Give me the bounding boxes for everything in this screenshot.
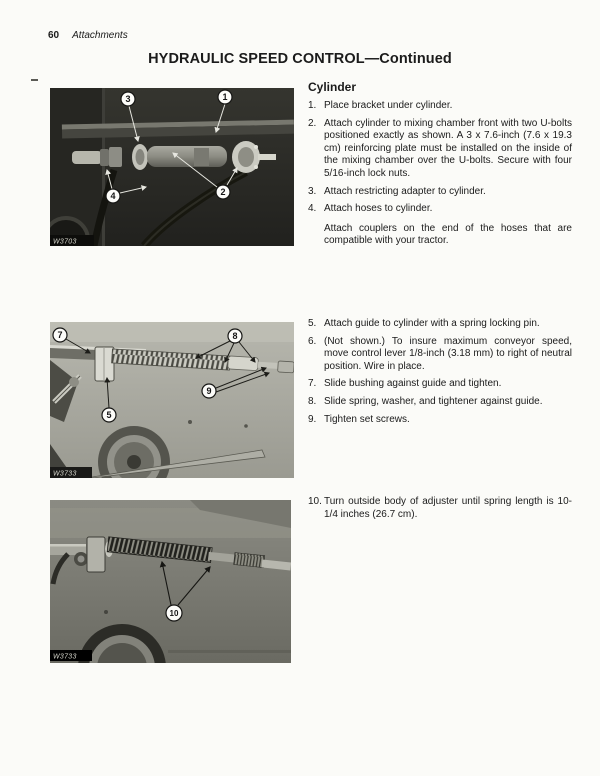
step-number: 9. — [308, 413, 317, 425]
page-number: 60 — [48, 30, 60, 41]
instructions-block-2 — [308, 318, 572, 431]
page-title: HYDRAULIC SPEED CONTROL—Continued — [148, 51, 452, 67]
step-number: 7. — [308, 378, 317, 390]
instructions-block-3 — [308, 496, 572, 526]
figure-cylinder-mounting — [50, 88, 294, 246]
step-number: 2. — [308, 117, 317, 129]
running-header — [48, 30, 128, 41]
step-text: Turn outside body of adjuster until spring length is 10-1/4 inches (26.7 cm). — [324, 496, 572, 520]
callout-10 — [166, 605, 182, 621]
svg-text:8: 8 — [232, 331, 238, 342]
instructions-block-1 — [308, 80, 572, 248]
step-number: 6. — [308, 335, 317, 347]
svg-text:W3733: W3733 — [53, 653, 77, 661]
step-1 — [308, 100, 572, 113]
callout-9 — [202, 384, 216, 398]
step-number: 4. — [308, 203, 317, 215]
svg-text:W3733: W3733 — [53, 470, 77, 478]
step-text: Tighten set screws. — [324, 413, 410, 425]
step-text: Attach guide to cylinder with a spring locking pin. — [324, 318, 540, 329]
photo-id-label — [50, 235, 94, 246]
svg-text:4: 4 — [110, 191, 116, 202]
section-heading: Cylinder — [308, 80, 357, 94]
step-3 — [308, 186, 572, 199]
step-4-note: Attach couplers on the end of the hoses that are compatible with your tractor. — [324, 222, 572, 247]
step-text: Slide spring, washer, and tightener against guide. — [324, 395, 543, 407]
step-5 — [308, 318, 572, 331]
figure-cylinder-mounting-photo — [50, 88, 294, 246]
step-9 — [308, 414, 572, 427]
callout-2 — [216, 185, 230, 199]
running-header-section: Attachments — [72, 30, 128, 41]
figure-adjuster-spring — [50, 500, 291, 663]
step-10 — [308, 496, 572, 521]
callout-1 — [218, 90, 232, 104]
svg-text:2: 2 — [220, 187, 226, 198]
step-2 — [308, 118, 572, 181]
callout-5 — [102, 408, 116, 422]
callout-3 — [121, 92, 135, 106]
svg-text:1: 1 — [222, 92, 228, 103]
svg-text:7: 7 — [57, 330, 63, 341]
photo-id-label — [50, 650, 92, 661]
step-text: Attach hoses to cylinder. — [324, 203, 433, 215]
callout-8 — [228, 329, 242, 343]
step-text: Slide bushing against guide and tighten. — [324, 378, 502, 390]
figure-spring-guide — [50, 322, 294, 478]
scan-artifact — [31, 79, 38, 81]
step-7 — [308, 378, 572, 391]
step-text: (Not shown.) To insure maximum conveyor speed, move control lever 1/8-inch (3.18 mm) to right of neutral position. Wire in place. — [324, 335, 572, 372]
step-number: 3. — [308, 185, 317, 197]
step-text: Place bracket under cylinder. — [324, 100, 453, 111]
step-text: Attach cylinder to mixing chamber front with two U-bolts positioned exactly as shown. A 3 x 7.6-inch (7.6 x 19.3 cm) reinforcing plate must be installed on the inside of the mixing chamber over the U-bolts. Secure with four 5/16-inch lock nuts. — [324, 117, 572, 179]
step-8 — [308, 396, 572, 409]
photo-background — [50, 500, 291, 663]
step-4 — [308, 203, 572, 216]
callout-7 — [53, 328, 67, 342]
photo-id-label — [50, 467, 92, 478]
step-number: 8. — [308, 395, 317, 407]
figure-spring-guide-photo — [50, 322, 294, 478]
svg-text:10: 10 — [169, 609, 179, 618]
step-6 — [308, 336, 572, 374]
guide-bracket-shape — [95, 347, 114, 381]
svg-text:5: 5 — [106, 410, 112, 421]
svg-text:3: 3 — [125, 94, 131, 105]
step-text: Attach restricting adapter to cylinder. — [324, 185, 486, 197]
callout-4 — [106, 189, 120, 203]
step-number: 10. — [308, 496, 322, 507]
step-number: 5. — [308, 318, 317, 329]
svg-text:W3703: W3703 — [53, 238, 77, 246]
svg-text:9: 9 — [206, 386, 212, 397]
figure-adjuster-spring-photo — [50, 500, 291, 663]
step-number: 1. — [308, 100, 317, 111]
